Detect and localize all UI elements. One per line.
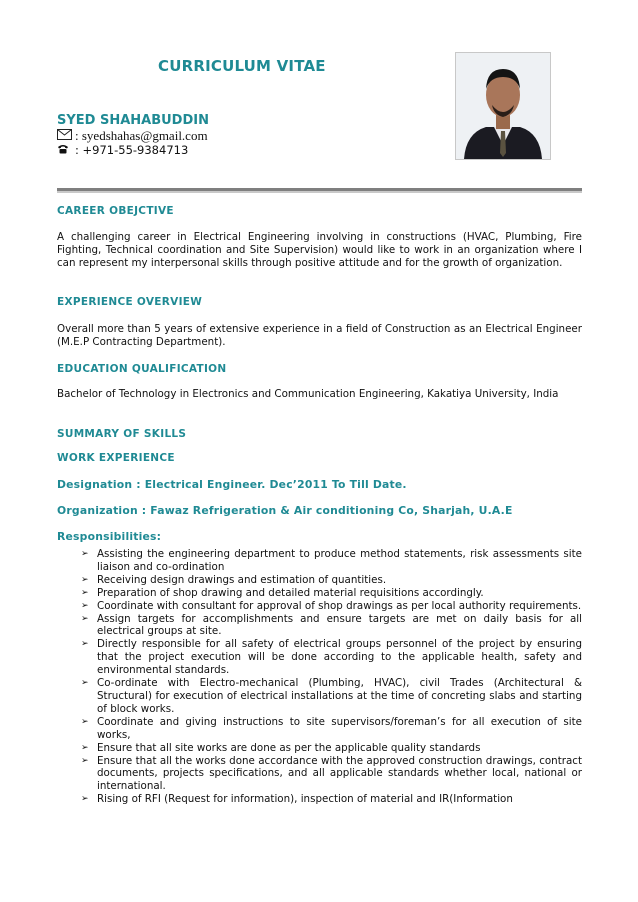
section-divider	[57, 188, 582, 191]
organization-line: Organization : Fawaz Refrigeration & Air conditioning Co, Sharjah, U.A.E	[57, 504, 513, 517]
experience-overview-heading: EXPERIENCE OVERVIEW	[57, 296, 203, 308]
document-title: CURRICULUM VITAE	[158, 57, 326, 75]
arrow-bullet-icon: ➢	[81, 742, 89, 753]
arrow-bullet-icon: ➢	[81, 549, 89, 559]
list-item: ➢ Assign targets for accomplishments and ensure targets are met on daily basis for all electrical groups at site.	[81, 612, 582, 638]
list-item: ➢ Preparation of shop drawing and detailed material requisitions accordingly.	[81, 586, 484, 599]
envelope-icon	[57, 129, 75, 143]
responsibilities-heading: Responsibilities:	[57, 530, 162, 543]
list-item: ➢ Co-ordinate with Electro-mechanical (Plumbing, HVAC), civil Trades (Architectural & Structural) for execution of electrical installations at the time of concreting slabs and starting of block works.	[81, 677, 582, 715]
list-item: ➢ Ensure that all site works are done as per the applicable quality standards	[81, 741, 481, 754]
arrow-bullet-icon: ➢	[81, 755, 89, 766]
responsibilities-list	[57, 548, 582, 806]
arrow-bullet-icon: ➢	[81, 587, 89, 598]
arrow-bullet-icon: ➢	[81, 639, 89, 650]
arrow-bullet-icon: ➢	[81, 716, 89, 727]
telephone-icon	[57, 143, 75, 157]
education-heading: EDUCATION QUALIFICATION	[57, 363, 227, 375]
email-text: : syedshahas@gmail.com	[75, 128, 208, 143]
arrow-bullet-icon: ➢	[81, 613, 89, 624]
candidate-name: SYED SHAHABUDDIN	[57, 113, 209, 128]
career-objective-heading: CAREER OBEJCTIVE	[57, 205, 174, 217]
list-item: ➢ Rising of RFI (Request for information), inspection of material and IR(Information	[81, 793, 513, 806]
list-item: ➢ Coordinate and giving instructions to site supervisors/foreman’s for all execution of site works,	[81, 715, 582, 741]
career-objective-text: A challenging career in Electrical Engineering involving in constructions (HVAC, Plumbing, Fire Fighting, Technical coordination and Site Supervision) would like to work in an organization where I can represent my interpersonal skills through positive attitude and for the growth of organization.	[57, 231, 582, 269]
list-item: ➢ Coordinate with consultant for approval of shop drawings as per local authority requirements.	[81, 599, 582, 612]
phone-text: : +971-55-9384713	[75, 143, 189, 157]
phone-row	[57, 143, 188, 157]
arrow-bullet-icon: ➢	[81, 794, 89, 805]
education-text: Bachelor of Technology in Electronics and Communication Engineering, Kakatiya University, India	[57, 388, 559, 400]
skills-heading: SUMMARY OF SKILLS	[57, 428, 187, 440]
arrow-bullet-icon: ➢	[81, 600, 89, 611]
list-item: ➢ Receiving design drawings and estimation of quantities.	[81, 573, 387, 586]
profile-photo	[455, 52, 551, 160]
list-item: ➢ Assisting the engineering department to produce method statements, risk assessments site liaison and co-ordination	[81, 548, 582, 573]
email-row	[57, 128, 208, 144]
designation-line: Designation : Electrical Engineer. Dec’2011 To Till Date.	[57, 478, 407, 491]
experience-overview-text: Overall more than 5 years of extensive experience in a field of Construction as an Electrical Engineer (M.E.P Contracting Department).	[57, 323, 582, 348]
list-item: ➢ Ensure that all the works done accordance with the approved construction drawings, contract documents, projects specifications, and all applicable standards whether local, national or international.	[81, 754, 582, 793]
work-experience-heading: WORK EXPERIENCE	[57, 452, 175, 464]
arrow-bullet-icon: ➢	[81, 574, 89, 585]
arrow-bullet-icon: ➢	[81, 678, 89, 689]
list-item: ➢ Directly responsible for all safety of electrical groups personnel of the project by ensuring that the project execution will be done according to the applicable health, safety and environmental standards.	[81, 638, 582, 677]
